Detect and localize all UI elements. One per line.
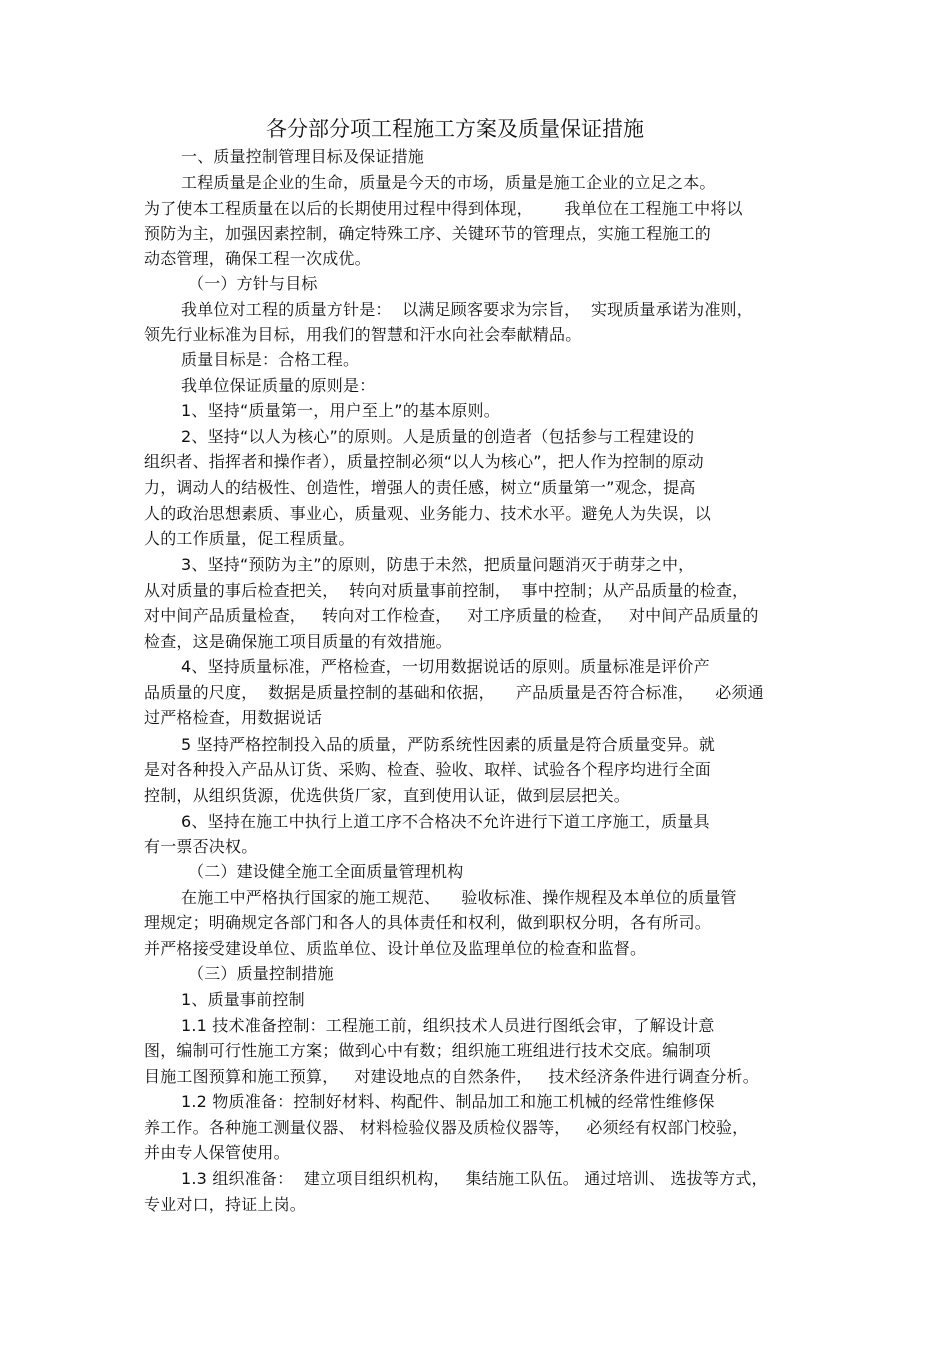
paragraph-line: 并由专人保管使用。	[144, 1143, 290, 1162]
subsection-heading: （二）建设健全施工全面质量管理机构	[188, 862, 464, 881]
paragraph-line: 我单位对工程的质量方针是： 以满足顾客要求为宗旨， 实现质量承诺为准则，	[181, 300, 753, 319]
paragraph-line: 1.2 物质准备：控制好材料、构配件、制品加工和施工机械的经常性维修保	[181, 1092, 715, 1111]
paragraph-line: 过严格检查，用数据说话	[144, 708, 323, 727]
subsection-heading: （三）质量控制措施	[188, 964, 334, 983]
paragraph-line: 1.3 组织准备： 建立项目组织机构， 集结施工队伍。 通过培训、 选拔等方式，	[181, 1169, 768, 1188]
paragraph-line: 控制，从组织货源，优选供货厂家，直到使用认证，做到层层把关。	[144, 786, 631, 805]
paragraph-line: 5 坚持严格控制投入品的质量，严防系统性因素的质量是符合质量变异。就	[181, 735, 716, 754]
paragraph-line: 是对各种投入产品从订货、采购、检查、验收、取样、试验各个程序均进行全面	[144, 760, 712, 779]
paragraph-line: 专业对口，持证上岗。	[144, 1195, 307, 1214]
subsection-heading: （一）方针与目标	[188, 274, 318, 293]
paragraph-line: 动态管理，确保工程一次成优。	[144, 249, 371, 268]
section-heading: 一、质量控制管理目标及保证措施	[181, 147, 425, 166]
paragraph-line: 力，调动人的结极性、创造性，增强人的责任感，树立“质量第一”观念，提高	[144, 478, 696, 497]
paragraph-line: 3、坚持“预防为主”的原则，防患于未然，把质量问题消灭于萌芽之中，	[181, 555, 695, 574]
paragraph-line: 养工作。各种施工测量仪器、 材料检验仪器及质检仪器等， 必须经有权部门校验，	[144, 1118, 749, 1137]
paragraph-line: 工程质量是企业的生命，质量是今天的市场，质量是施工企业的立足之本。	[181, 173, 716, 192]
paragraph-line: 1、质量事前控制	[181, 990, 305, 1009]
paragraph-line: 目施工图预算和施工预算， 对建设地点的自然条件， 技术经济条件进行调查分析。	[144, 1067, 759, 1086]
document-title: 各分部分项工程施工方案及质量保证措施	[266, 117, 644, 141]
paragraph-line: 人的工作质量，促工程质量。	[144, 529, 355, 548]
paragraph-line: 预防为主，加强因素控制，确定特殊工序、关键环节的管理点，实施工程施工的	[144, 224, 712, 243]
paragraph-line: 6、坚持在施工中执行上道工序不合格决不允许进行下道工序施工，质量具	[181, 812, 710, 831]
paragraph-line: 2、坚持“以人为核心”的原则。人是质量的创造者（包括参与工程建设的	[181, 427, 695, 446]
paragraph-line: 组织者、指挥者和操作者），质量控制必须“以人为核心”，把人作为控制的原动	[144, 452, 704, 471]
paragraph-line: 人的政治思想素质、事业心，质量观、业务能力、技术水平。避免人为失误，以	[144, 504, 712, 523]
paragraph-line: 为了使本工程质量在以后的长期使用过程中得到体现， 我单位在工程施工中将以	[144, 199, 743, 218]
paragraph-line: 对中间产品质量检查， 转向对工作检查， 对工序质量的检查， 对中间产品质量的	[144, 606, 759, 625]
paragraph-line: 并严格接受建设单位、质监单位、设计单位及监理单位的检查和监督。	[144, 939, 647, 958]
paragraph-line: 质量目标是：合格工程。	[181, 350, 360, 369]
paragraph-line: 在施工中严格执行国家的施工规范、 验收标准、操作规程及本单位的质量管	[181, 888, 737, 907]
paragraph-line: 我单位保证质量的原则是：	[181, 376, 376, 395]
paragraph-line: 1.1 技术准备控制：工程施工前，组织技术人员进行图纸会审，了解设计意	[181, 1016, 715, 1035]
paragraph-line: 1、坚持“质量第一，用户至上”的基本原则。	[181, 401, 500, 420]
paragraph-line: 领先行业标准为目标，用我们的智慧和汗水向社会奉献精品。	[144, 325, 582, 344]
paragraph-line: 有一票否决权。	[144, 837, 258, 856]
paragraph-line: 理规定；明确规定各部门和各人的具体责任和权利，做到职权分明，各有所司。	[144, 913, 712, 932]
paragraph-line: 检查，这是确保施工项目质量的有效措施。	[144, 632, 452, 651]
paragraph-line: 从对质量的事后检查把关， 转向对质量事前控制， 事中控制；从产品质量的检查，	[144, 581, 749, 600]
paragraph-line: 4、坚持质量标准，严格检查，一切用数据说话的原则。质量标准是评价产	[181, 657, 710, 676]
paragraph-line: 图，编制可行性施工方案；做到心中有数；组织施工班组进行技术交底。编制项	[144, 1041, 712, 1060]
paragraph-line: 品质量的尺度， 数据是质量控制的基础和依据， 产品质量是否符合标准， 必须通	[144, 683, 764, 702]
